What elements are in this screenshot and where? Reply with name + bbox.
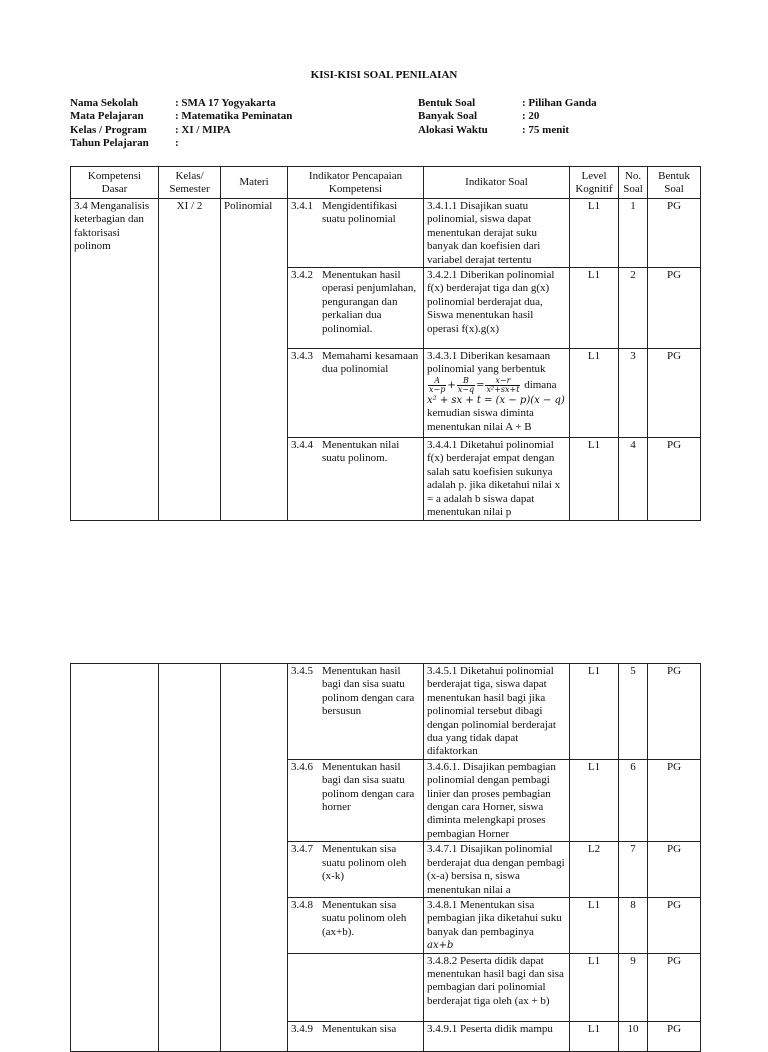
info-row-kelas-program	[70, 124, 292, 137]
ipk-number: 3.4.2	[291, 269, 313, 282]
bentuk-soal-cell: PG	[648, 842, 701, 898]
soal-text-dimana: dimana	[524, 378, 557, 391]
materi-cell	[221, 664, 288, 1052]
no-soal-cell: 6	[619, 759, 648, 841]
bentuk-soal-cell: PG	[648, 953, 701, 1021]
header-level-kognitif: Level Kognitif	[570, 167, 619, 199]
indikator-soal-cell: 3.4.9.1 Peserta didik mampu	[424, 1021, 570, 1051]
info-label: Bentuk Soal	[418, 97, 476, 109]
ipk-number: 3.4.1	[291, 200, 313, 212]
ipk-cell	[288, 664, 424, 760]
kisi-kisi-table-page-2	[70, 663, 701, 1052]
equation-factor: x² + sx + t = (x − p)(x − q)	[427, 394, 565, 406]
table-row	[71, 664, 701, 760]
info-row-tahun-pelajaran	[70, 137, 292, 150]
no-soal-cell: 5	[619, 664, 648, 760]
ipk-number: 3.4.6	[291, 760, 313, 773]
bentuk-soal-cell: PG	[648, 1021, 701, 1051]
ipk-text: Menentukan hasil bagi dan sisa suatu polinom dengan cara horner	[322, 760, 415, 814]
ipk-cell	[288, 897, 424, 953]
header-materi: Materi	[221, 167, 288, 199]
no-soal-cell: 8	[619, 897, 648, 953]
kompetensi-dasar-cell: 3.4 Menganalisis keterbagian dan faktorisasi polinom	[71, 199, 159, 521]
bentuk-soal-cell: PG	[648, 759, 701, 841]
level-cell: L1	[570, 953, 619, 1021]
no-soal-cell: 10	[619, 1021, 648, 1051]
ipk-cell	[288, 953, 424, 1021]
indikator-soal-cell: 3.4.2.1 Diberikan polinomial f(x) berderajat tiga dan g(x) polinomial berderajat dua, Siswa menentukan hasil operasi f(x).g(x)	[424, 268, 570, 349]
kisi-kisi-table-page-1	[70, 166, 701, 521]
level-cell: L1	[570, 438, 619, 521]
table-row	[71, 199, 701, 268]
soal-text: 3.4.3.1 Diberikan kesamaan polinomial yang berbentuk	[427, 350, 551, 376]
bentuk-soal-cell: PG	[648, 199, 701, 268]
info-value: : Matematika Peminatan	[175, 110, 293, 123]
equation-fractions: $\frac{A}{x-p}$ + $\frac{B}{x-q}$ = $\frac{x-r}{\text{x²+sx+t}}$	[429, 375, 520, 394]
info-row-mata-pelajaran	[70, 110, 292, 123]
ipk-cell	[288, 199, 424, 268]
ipk-cell	[288, 1021, 424, 1051]
ipk-cell	[288, 438, 424, 521]
no-soal-cell: 7	[619, 842, 648, 898]
info-value: : XI / MIPA	[175, 123, 231, 136]
ipk-text: Menentukan hasil operasi penjumlahan, pengurangan dan perkalian dua polinomial.	[322, 269, 417, 335]
ipk-number: 3.4.5	[291, 665, 313, 677]
header-indikator-soal: Indikator Soal	[424, 167, 570, 199]
ipk-cell	[288, 759, 424, 841]
ipk-number: 3.4.7	[291, 843, 313, 856]
indikator-soal-cell: 3.4.8.2 Peserta didik dapat menentukan hasil bagi dan sisa pembagian dari polinomial berderajat tiga oleh (ax + b)	[424, 953, 570, 1021]
indikator-soal-cell	[424, 349, 570, 438]
info-row-alokasi-waktu	[418, 124, 597, 137]
info-row-banyak-soal	[418, 110, 597, 123]
bentuk-soal-cell: PG	[648, 664, 701, 760]
header-bentuk-soal: Bentuk Soal	[648, 167, 701, 199]
kompetensi-dasar-cell	[71, 664, 159, 1052]
info-row-bentuk-soal	[418, 97, 597, 110]
level-cell: L1	[570, 268, 619, 349]
materi-cell: Polinomial	[221, 199, 288, 521]
info-label: Kelas / Program	[70, 123, 147, 136]
info-label: Mata Pelajaran	[70, 110, 144, 123]
indikator-soal-cell	[424, 897, 570, 953]
ipk-text: Menentukan sisa suatu polinom oleh (x-k)	[322, 843, 407, 883]
ipk-number: 3.4.8	[291, 898, 313, 911]
level-cell: L1	[570, 349, 619, 438]
info-right	[418, 97, 597, 137]
soal-text: kemudian siswa diminta menentukan nilai A + B	[427, 407, 534, 433]
no-soal-cell: 9	[619, 953, 648, 1021]
level-cell: L1	[570, 759, 619, 841]
ipk-number: 3.4.3	[291, 350, 313, 363]
info-label: Nama Sekolah	[70, 97, 139, 109]
info-value: : 20	[522, 110, 540, 123]
level-cell: L1	[570, 199, 619, 268]
level-cell: L2	[570, 842, 619, 898]
info-value: :	[175, 137, 179, 150]
level-cell: L1	[570, 1021, 619, 1051]
info-row-nama-sekolah	[70, 97, 292, 110]
header-indikator-pencapaian: Indikator Pencapaian Kompetensi	[288, 167, 424, 199]
ipk-number: 3.4.4	[291, 439, 313, 452]
ipk-text: Menentukan sisa suatu polinom oleh (ax+b).	[322, 898, 407, 938]
no-soal-cell: 2	[619, 268, 648, 349]
indikator-soal-cell: 3.4.4.1 Diketahui polinomial f(x) berderajat empat dengan salah satu koefisien sukunya adalah p. jika diketahui nilai x = a adalah b siswa dapat menentukan nilai p	[424, 438, 570, 521]
kelas-semester-cell	[159, 664, 221, 1052]
info-value: : SMA 17 Yogyakarta	[175, 97, 276, 109]
info-value: : 75 menit	[522, 123, 570, 136]
level-cell: L1	[570, 664, 619, 760]
ipk-text: Menentukan sisa	[322, 1022, 397, 1035]
indikator-soal-cell: 3.4.1.1 Disajikan suatu polinomial, siswa dapat menentukan derajat suku banyak dan koefisien dari variabel derajat tertentu	[424, 199, 570, 268]
indikator-soal-cell: 3.4.7.1 Disajikan polinomial berderajat dua dengan pembagi (x-a) bersisa n, siswa menentukan nilai a	[424, 842, 570, 898]
header-kompetensi-dasar: Kompetensi Dasar	[71, 167, 159, 199]
header-no-soal: No. Soal	[619, 167, 648, 199]
info-label: Banyak Soal	[418, 110, 477, 123]
ipk-text: Menentukan hasil bagi dan sisa suatu polinom dengan cara bersusun	[322, 665, 415, 718]
ipk-cell	[288, 268, 424, 349]
indikator-soal-cell: 3.4.5.1 Diketahui polinomial berderajat tiga, siswa dapat menentukan hasil bagi jika polinomial tersebut dibagi dengan polinomial berderajat dua yang tidak dapat difaktorkan	[424, 664, 570, 760]
bentuk-soal-cell: PG	[648, 349, 701, 438]
equation-divisor: ax+b	[427, 940, 454, 952]
bentuk-soal-cell: PG	[648, 438, 701, 521]
info-label: Tahun Pelajaran	[70, 137, 149, 150]
info-label: Alokasi Waktu	[418, 123, 488, 136]
no-soal-cell: 3	[619, 349, 648, 438]
ipk-text: Menentukan nilai suatu polinom.	[322, 439, 400, 465]
soal-text: 3.4.8.1 Menentukan sisa pembagian jika diketahui suku banyak dan pembaginya	[427, 898, 562, 938]
ipk-cell	[288, 349, 424, 438]
table-header-row	[71, 167, 701, 199]
bentuk-soal-cell: PG	[648, 268, 701, 349]
indikator-soal-cell: 3.4.6.1. Disajikan pembagian polinomial dengan pembagi linier dan proses pembagian dengan cara Horner, siswa diminta melengkapi proses pembagian Horner	[424, 759, 570, 841]
no-soal-cell: 4	[619, 438, 648, 521]
no-soal-cell: 1	[619, 199, 648, 268]
kelas-semester-cell: XI / 2	[159, 199, 221, 521]
ipk-text: Memahami kesamaan dua polinomial	[322, 350, 419, 376]
ipk-number: 3.4.9	[291, 1022, 313, 1035]
document-title: KISI-KISI SOAL PENILAIAN	[310, 69, 458, 81]
ipk-cell	[288, 842, 424, 898]
info-left	[70, 97, 292, 151]
ipk-text: Mengidentifikasi suatu polinomial	[322, 200, 398, 226]
header-kelas-semester: Kelas/ Semester	[159, 167, 221, 199]
info-value: : Pilihan Ganda	[522, 97, 597, 109]
bentuk-soal-cell: PG	[648, 897, 701, 953]
level-cell: L1	[570, 897, 619, 953]
